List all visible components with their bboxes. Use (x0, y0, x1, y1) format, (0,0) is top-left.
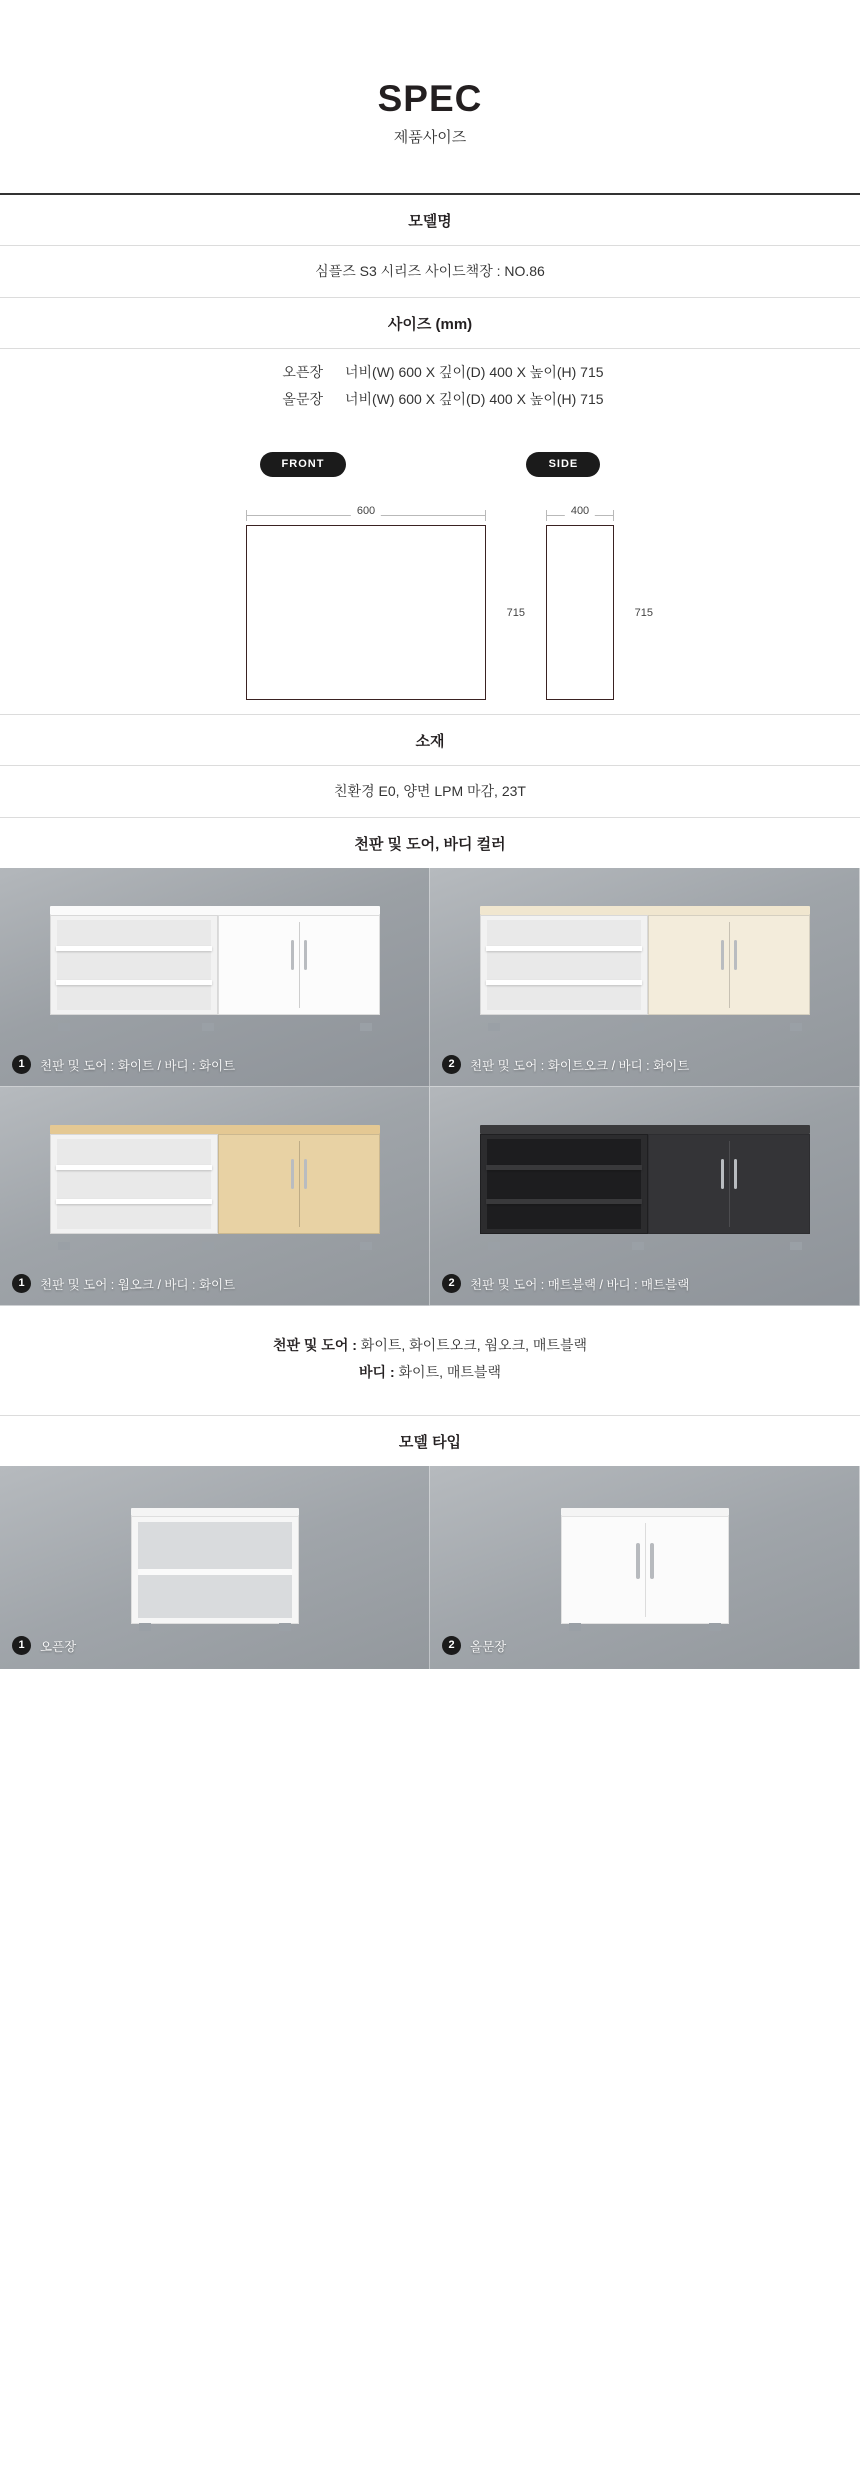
side-view-label: SIDE (526, 452, 600, 477)
door-cabinet-illustration (561, 1508, 729, 1624)
size-section (0, 297, 860, 348)
material-section-title: 소재 (415, 733, 445, 750)
color-section-title: 천판 및 도어, 바디 컬러 (354, 836, 506, 853)
model-type-section (0, 1415, 860, 1466)
color-caption-4: 천판 및 도어 : 매트블랙 / 바디 : 매트블랙 (470, 1277, 690, 1292)
color-badge-1: 1 (12, 1055, 31, 1074)
size-section-title: 사이즈 (mm) (387, 316, 473, 333)
model-section (0, 193, 860, 245)
size-row-door (235, 389, 625, 409)
color-summary (0, 1306, 860, 1415)
model-type-badge-2: 2 (442, 1636, 461, 1655)
material-value-row (0, 765, 860, 817)
size-row-door-value: 너비(W) 600 X 깊이(D) 400 X 높이(H) 715 (345, 391, 604, 407)
color-badge-3: 1 (12, 1274, 31, 1293)
side-width-dim: 400 (565, 505, 595, 517)
model-type-door[interactable] (430, 1466, 860, 1669)
front-drawing (246, 505, 525, 700)
cabinet-illustration (50, 906, 380, 1024)
size-row-open-label: 오픈장 (282, 364, 323, 380)
front-view-label: FRONT (260, 452, 347, 477)
color-summary-value-1: 화이트, 화이트오크, 웜오크, 매트블랙 (356, 1337, 588, 1353)
size-row-open-value: 너비(W) 600 X 깊이(D) 400 X 높이(H) 715 (345, 364, 604, 380)
material-value: 친환경 E0, 양면 LPM 마감, 23T (334, 783, 526, 799)
color-badge-4: 2 (442, 1274, 461, 1293)
page-title: SPEC (377, 78, 483, 119)
open-cabinet-illustration (131, 1508, 299, 1624)
color-summary-value-2: 화이트, 매트블랙 (394, 1363, 501, 1380)
color-caption-2: 천판 및 도어 : 화이트오크 / 바디 : 화이트 (470, 1058, 690, 1073)
front-width-dim: 600 (351, 505, 381, 517)
side-height-dim: 715 (634, 606, 653, 619)
color-section (0, 817, 860, 868)
model-type-gallery (0, 1466, 860, 1669)
size-row-open (235, 362, 625, 382)
model-type-badge-1: 1 (12, 1636, 31, 1655)
color-option-1[interactable] (0, 868, 430, 1087)
color-option-3[interactable] (0, 1087, 430, 1306)
color-option-2[interactable] (430, 868, 860, 1087)
color-caption-1: 천판 및 도어 : 화이트 / 바디 : 화이트 (40, 1058, 236, 1073)
model-type-open[interactable] (0, 1466, 430, 1669)
model-type-caption-1: 오픈장 (40, 1639, 77, 1654)
model-section-title: 모델명 (408, 213, 452, 230)
size-values (0, 348, 860, 424)
color-caption-3: 천판 및 도어 : 웜오크 / 바디 : 화이트 (40, 1277, 236, 1292)
cabinet-illustration (50, 1125, 380, 1243)
cabinet-illustration (480, 906, 810, 1024)
color-summary-label-2: 바디 : (359, 1363, 395, 1380)
page-header (0, 0, 860, 147)
color-badge-2: 2 (442, 1055, 461, 1074)
front-height-dim: 715 (506, 606, 525, 619)
cabinet-illustration (480, 1125, 810, 1243)
color-summary-label-1: 천판 및 도어 : (272, 1337, 357, 1353)
size-row-door-label: 올문장 (282, 391, 323, 407)
model-name: 심플즈 S3 시리즈 사이드책장 : NO.86 (315, 263, 545, 279)
model-type-title: 모델 타입 (398, 1434, 462, 1452)
color-gallery (0, 868, 860, 1306)
page-subtitle: 제품사이즈 (393, 129, 467, 146)
side-drawing (546, 505, 653, 700)
material-section (0, 714, 860, 765)
model-type-caption-2: 올문장 (470, 1639, 507, 1654)
model-value-row (0, 245, 860, 297)
color-option-4[interactable] (430, 1087, 860, 1306)
drawings-section (0, 424, 860, 714)
